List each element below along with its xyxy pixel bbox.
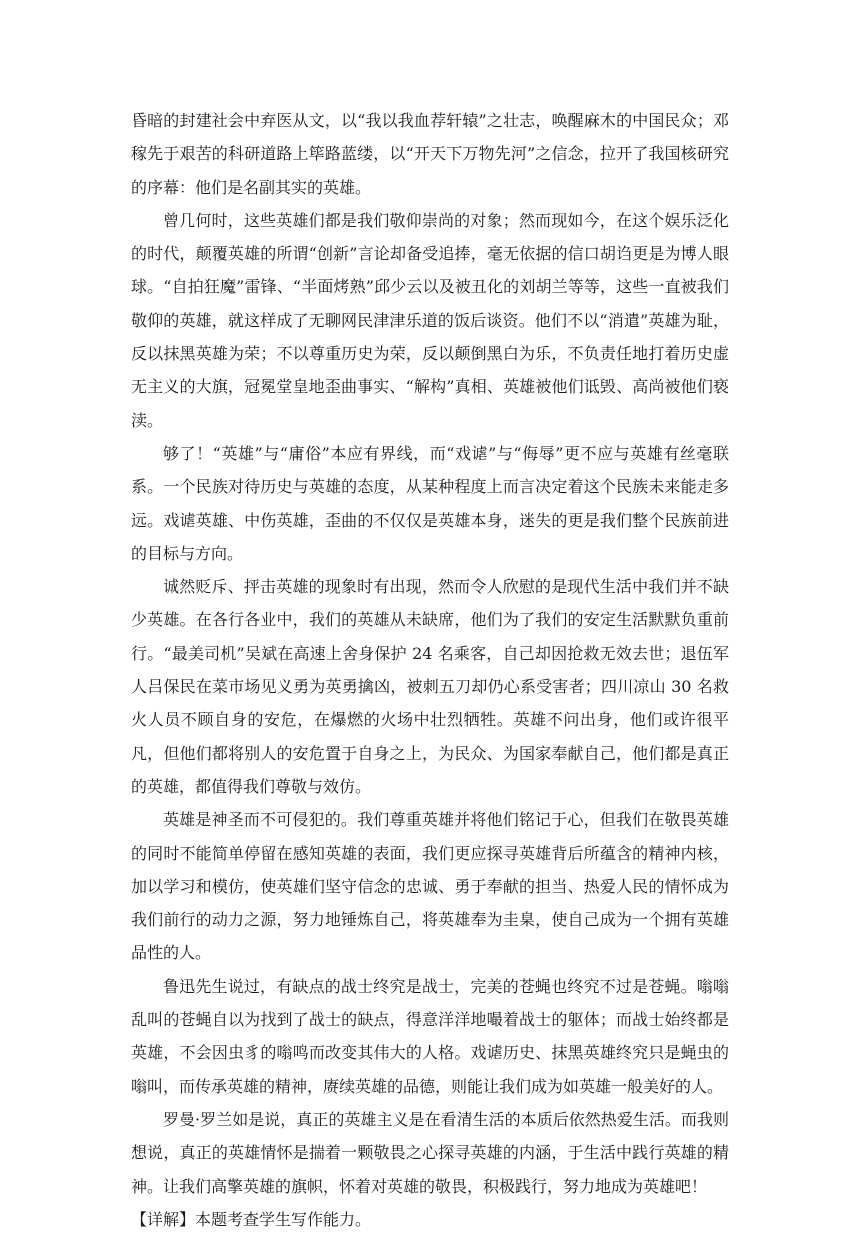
paragraph-2: 曾几何时，这些英雄们都是我们敬仰崇尚的对象；然而现如今，在这个娱乐泛化的时代，颠覆英雄的所谓“创新”言论却备受追捧，毫无依据的信口胡诌更是为博人眼球。“自拍狂魔”雷锋、“半面烤熟”邱少云以及被丑化的刘胡兰等等，这些一直被我们敬仰的英雄，就这样成了无聊网民津津乐道的饭后谈资。他们不以“消遣”英雄为耻，反以抹黑英雄为荣；不以尊重历史为荣，反以颠倒黑白为乐，不负责任地打着历史虚无主义的大旗，冠冕堂皇地歪曲事实、“解构”真相、英雄被他们诋毁、高尚被他们亵渎。	[131, 210, 729, 430]
paragraph-1: 昏暗的封建社会中弃医从文，以“我以我血荐轩辕”之壮志，唤醒麻木的中国民众；邓稼先于艰苦的科研道路上筚路蓝缕，以“开天下万物先河”之信念，拉开了我国核研究的序幕：他们是名副其实的英雄。	[131, 111, 729, 197]
paragraph-7: 罗曼·罗兰如是说，真正的英雄主义是在看清生活的本质后依然热爱生活。而我则想说，真正的英雄情怀是揣着一颗敬畏之心探寻英雄的内涵，于生活中践行英雄的精神。让我们高擎英雄的旗帜，怀着对英雄的敬畏，积极践行，努力地成为英雄吧！	[131, 1109, 729, 1196]
paragraph-6: 鲁迅先生说过，有缺点的战士终究是战士，完美的苍蝇也终究不过是苍蝇。嗡嗡乱叫的苍蝇自以为找到了战士的缺点，得意洋洋地嘬着战士的躯体；而战士始终都是英雄，不会因虫豸的嗡鸣而改变其伟大的人格。戏谑历史、抹黑英雄终究只是蝇虫的嗡叫，而传承英雄的精神，赓续英雄的品德，则能让我们成为如英雄一般美好的人。	[131, 976, 729, 1096]
analysis-note: 【详解】本题考查学生写作能力。	[131, 1209, 372, 1229]
paragraph-5: 英雄是神圣而不可侵犯的。我们尊重英雄并将他们铭记于心，但我们在敬畏英雄的同时不能简单停留在感知英雄的表面，我们更应探寻英雄背后所蕴含的精神内核，加以学习和模仿，使英雄们坚守信念的忠诚、勇于奉献的担当、热爱人民的情怀成为我们前行的动力之源，努力地锤炼自己，将英雄奉为圭臬，使自己成为一个拥有英雄品性的人。	[131, 810, 729, 963]
paragraph-3: 够了！“英雄”与“庸俗”本应有界线，而“戏谑”与“侮辱”更不应与英雄有丝毫联系。一个民族对待历史与英雄的态度，从某种程度上而言决定着这个民族未来能走多远。戏谑英雄、中伤英雄，歪曲的不仅仅是英雄本身，迷失的更是我们整个民族前进的目标与方向。	[131, 443, 729, 563]
essay-body	[131, 104, 729, 1236]
paragraph-4: 诚然贬斥、抨击英雄的现象时有出现，然而令人欣慰的是现代生活中我们并不缺少英雄。在各行各业中，我们的英雄从未缺席，他们为了我们的安定生活默默负重前行。“最美司机”吴斌在高速上舍身保护 24 名乘客，自己却因抢救无效去世；退伍军人吕保民在菜市场见义勇为英勇擒凶，被刺五刀却仍心系受害者；四川凉山 30 名救火人员不顾自身的安危，在爆燃的火场中壮烈牺牲。英雄不问出身，他们或许很平凡，但他们都将别人的安危置于自身之上，为民众、为国家奉献自己，他们都是真正的英雄，都值得我们尊敬与效仿。	[131, 577, 729, 796]
